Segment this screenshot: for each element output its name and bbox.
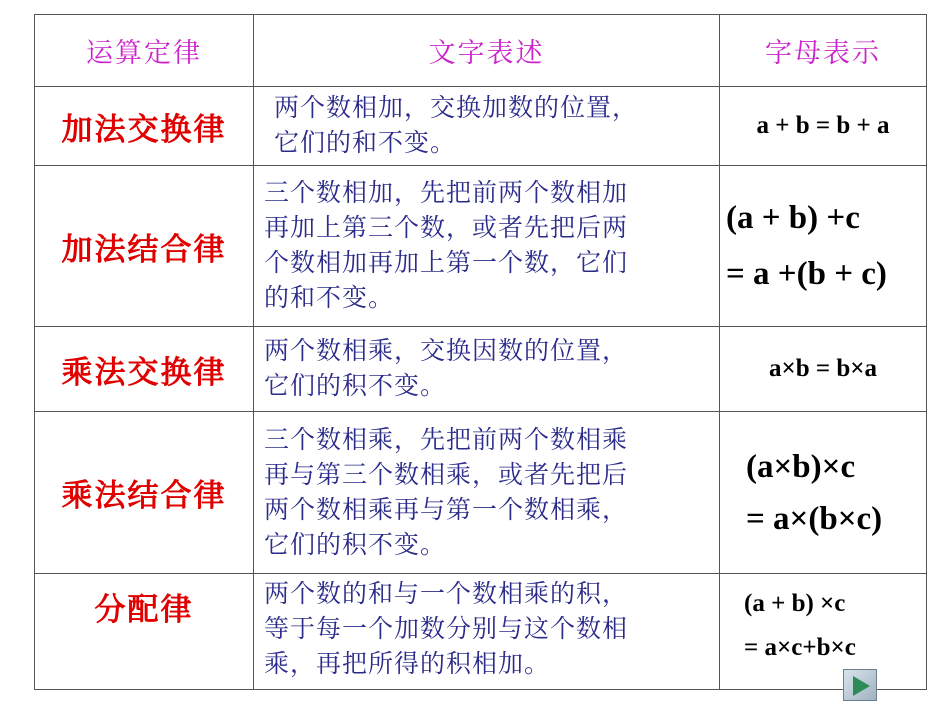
description-line: 它们的积不变。 [264,371,447,400]
table-row [35,412,927,574]
formula-line: a×b = b×a [768,355,878,382]
formula-line: (a×b)×c [746,448,856,485]
formula-line: = a×c+b×c [744,634,856,661]
description-line: 它们的积不变。 [264,529,447,559]
description-line: 三个数相乘，先把前两个数相乘 [264,424,629,454]
formula-line: = a×(b×c) [746,500,883,537]
law-formula [720,166,927,327]
formula-line: (a + b) +c [726,200,860,236]
description-line: 三个数相加，先把前两个数相加 [264,178,629,207]
description-line: 它们的和不变。 [274,128,457,157]
description-line: 等于每一个加数分别与这个数相 [264,614,629,643]
description-line: 两个数的和与一个数相乘的积， [264,579,629,608]
next-slide-button[interactable] [843,669,877,701]
description-line: 再加上第三个数，或者先把后两 [264,213,629,242]
formula-line: (a + b) ×c [744,590,846,617]
law-description [254,412,720,574]
description-line: 个数相加再加上第一个数，它们 [264,248,629,277]
law-name: 加法结合律 [35,166,254,327]
table-row [35,166,927,327]
table-row [35,327,927,412]
description-line: 两个数相乘，交换因数的位置， [264,336,629,365]
formula-line: a + b = b + a [756,112,890,139]
law-name: 乘法交换律 [35,327,254,412]
header-law-name: 运算定律 [35,15,254,87]
description-line: 两个数相乘再与第一个数相乘， [264,494,629,524]
play-next-icon [853,676,870,696]
header-formula: 字母表示 [720,15,927,87]
law-formula [720,412,927,574]
description-line: 乘，再把所得的积相加。 [264,649,551,678]
law-description [254,574,720,690]
laws-table [34,14,927,690]
description-line: 两个数相加，交换加数的位置， [274,93,639,122]
law-description [254,327,720,412]
table-row [35,87,927,166]
header-row [35,15,927,87]
law-name: 加法交换律 [35,87,254,166]
law-description [254,166,720,327]
law-name: 乘法结合律 [35,412,254,574]
law-description [254,87,720,166]
law-formula [720,574,927,690]
description-line: 的和不变。 [264,283,395,312]
description-line: 再与第三个数相乘，或者先把后 [264,459,629,489]
law-formula [720,327,927,412]
header-description: 文字表述 [254,15,720,87]
law-name: 分配律 [35,574,254,690]
table-row [35,574,927,690]
formula-line: = a +(b + c) [726,256,887,292]
law-formula [720,87,927,166]
